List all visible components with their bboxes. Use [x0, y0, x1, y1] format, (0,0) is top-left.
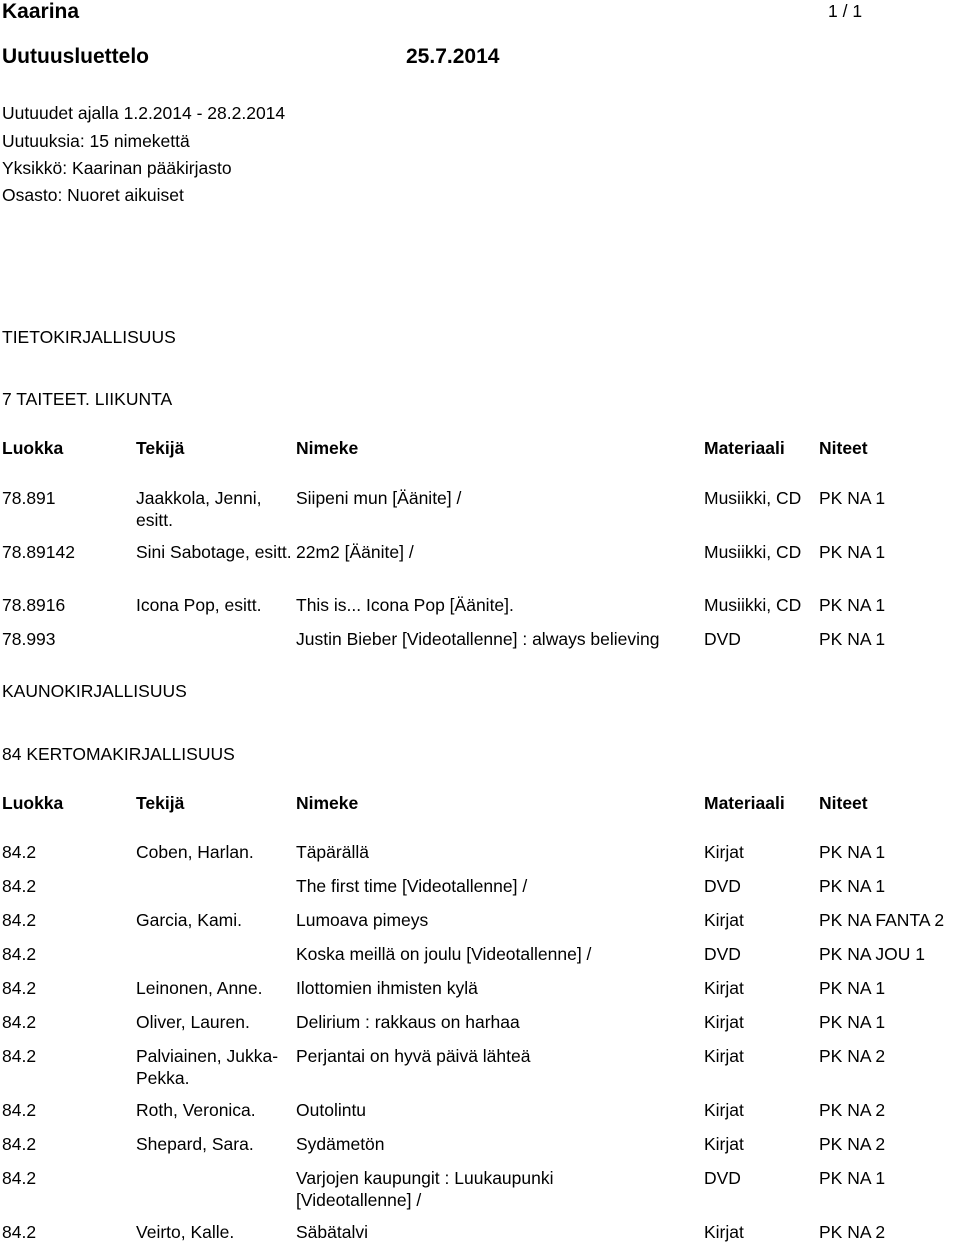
row-luokka: 84.2	[2, 1222, 37, 1242]
row-niteet: PK NA 1	[819, 629, 886, 649]
row-materiaali: DVD	[704, 1168, 741, 1188]
row-nimeke: Sydämetön	[296, 1134, 385, 1154]
row-luokka: 84.2	[2, 842, 37, 862]
row-tekija: Veirto, Kalle.	[136, 1222, 235, 1242]
col-luokka: Luokka	[2, 438, 64, 458]
unit-text: Yksikkö: Kaarinan pääkirjasto	[2, 158, 232, 178]
row-tekija: Icona Pop, esitt.	[136, 595, 262, 615]
row-luokka: 84.2	[2, 910, 37, 930]
row-luokka: 84.2	[2, 1100, 37, 1120]
col-niteet: Niteet	[819, 793, 868, 813]
report-title: Uutuusluettelo	[2, 45, 149, 68]
row-luokka: 84.2	[2, 876, 37, 896]
col-tekija: Tekijä	[136, 438, 185, 458]
col-tekija: Tekijä	[136, 793, 185, 813]
row-nimeke: Perjantai on hyvä päivä lähteä	[296, 1046, 531, 1066]
subcategory-heading: 7 TAITEET. LIIKUNTA	[2, 389, 173, 409]
row-niteet: PK NA FANTA 2	[819, 910, 945, 930]
row-nimeke: The first time [Videotallenne] /	[296, 876, 528, 896]
row-nimeke: 22m2 [Äänite] /	[296, 542, 414, 562]
row-niteet: PK NA 2	[819, 1134, 886, 1154]
col-materiaali: Materiaali	[704, 793, 785, 813]
row-niteet: PK NA 1	[819, 488, 886, 508]
row-nimeke: Siipeni mun [Äänite] /	[296, 488, 462, 508]
row-nimeke: Outolintu	[296, 1100, 367, 1120]
row-materiaali: Musiikki, CD	[704, 542, 802, 562]
col-nimeke: Nimeke	[296, 438, 359, 458]
row-luokka: 78.89142	[2, 542, 75, 562]
library-name: Kaarina	[2, 0, 80, 23]
count-text: Uutuuksia: 15 nimekettä	[2, 131, 190, 151]
row-tekija: Oliver, Lauren.	[136, 1012, 250, 1032]
row-luokka: 84.2	[2, 1046, 37, 1066]
row-niteet: PK NA 1	[819, 595, 886, 615]
row-materiaali: Kirjat	[704, 978, 744, 998]
col-niteet: Niteet	[819, 438, 868, 458]
report-date: 25.7.2014	[406, 45, 500, 68]
row-materiaali: Kirjat	[704, 842, 744, 862]
row-niteet: PK NA 1	[819, 1012, 886, 1032]
category-heading: TIETOKIRJALLISUUS	[2, 327, 176, 347]
row-niteet: PK NA JOU 1	[819, 944, 926, 964]
row-niteet: PK NA 1	[819, 876, 886, 896]
row-niteet: PK NA 1	[819, 1168, 886, 1188]
row-niteet: PK NA 1	[819, 842, 886, 862]
row-nimeke: Varjojen kaupungit : Luukaupunki [Videotallenne] /	[296, 1168, 554, 1210]
row-nimeke: This is... Icona Pop [Äänite].	[296, 595, 514, 615]
row-tekija: Jaakkola, Jenni, esitt.	[136, 488, 262, 530]
row-niteet: PK NA 1	[819, 978, 886, 998]
row-materiaali: Kirjat	[704, 910, 744, 930]
row-luokka: 84.2	[2, 1134, 37, 1154]
row-materiaali: Musiikki, CD	[704, 488, 802, 508]
row-tekija: Leinonen, Anne.	[136, 978, 263, 998]
row-materiaali: Musiikki, CD	[704, 595, 802, 615]
row-luokka: 78.993	[2, 629, 56, 649]
row-niteet: PK NA 2	[819, 1222, 886, 1242]
row-luokka: 84.2	[2, 1168, 37, 1188]
col-materiaali: Materiaali	[704, 438, 785, 458]
row-materiaali: Kirjat	[704, 1100, 744, 1120]
row-luokka: 78.891	[2, 488, 56, 508]
row-nimeke: Koska meillä on joulu [Videotallenne] /	[296, 944, 592, 964]
row-tekija: Coben, Harlan.	[136, 842, 254, 862]
subcategory-heading: 84 KERTOMAKIRJALLISUUS	[2, 744, 235, 764]
row-niteet: PK NA 2	[819, 1046, 886, 1066]
row-nimeke: Justin Bieber [Videotallenne] : always believing	[296, 629, 660, 649]
row-materiaali: DVD	[704, 944, 741, 964]
row-luokka: 78.8916	[2, 595, 66, 615]
row-tekija: Shepard, Sara.	[136, 1134, 254, 1154]
page-number: 1 / 1	[828, 1, 863, 21]
row-niteet: PK NA 1	[819, 542, 886, 562]
row-luokka: 84.2	[2, 1012, 37, 1032]
row-nimeke: Säbätalvi	[296, 1222, 368, 1242]
row-luokka: 84.2	[2, 978, 37, 998]
category-heading: KAUNOKIRJALLISUUS	[2, 681, 187, 701]
row-materiaali: Kirjat	[704, 1012, 744, 1032]
department-text: Osasto: Nuoret aikuiset	[2, 185, 184, 205]
row-materiaali: Kirjat	[704, 1134, 744, 1154]
row-nimeke: Delirium : rakkaus on harhaa	[296, 1012, 520, 1032]
row-nimeke: Täpärällä	[296, 842, 369, 862]
row-materiaali: Kirjat	[704, 1046, 744, 1066]
row-tekija: Sini Sabotage, esitt.	[136, 542, 292, 562]
row-nimeke: Ilottomien ihmisten kylä	[296, 978, 478, 998]
row-materiaali: DVD	[704, 629, 741, 649]
col-luokka: Luokka	[2, 793, 64, 813]
col-nimeke: Nimeke	[296, 793, 359, 813]
row-luokka: 84.2	[2, 944, 37, 964]
row-materiaali: DVD	[704, 876, 741, 896]
row-nimeke: Lumoava pimeys	[296, 910, 429, 930]
row-tekija: Palviainen, Jukka-Pekka.	[136, 1046, 279, 1088]
row-tekija: Garcia, Kami.	[136, 910, 242, 930]
period-text: Uutuudet ajalla 1.2.2014 - 28.2.2014	[2, 103, 286, 123]
row-niteet: PK NA 2	[819, 1100, 886, 1120]
row-materiaali: Kirjat	[704, 1222, 744, 1242]
row-tekija: Roth, Veronica.	[136, 1100, 256, 1120]
